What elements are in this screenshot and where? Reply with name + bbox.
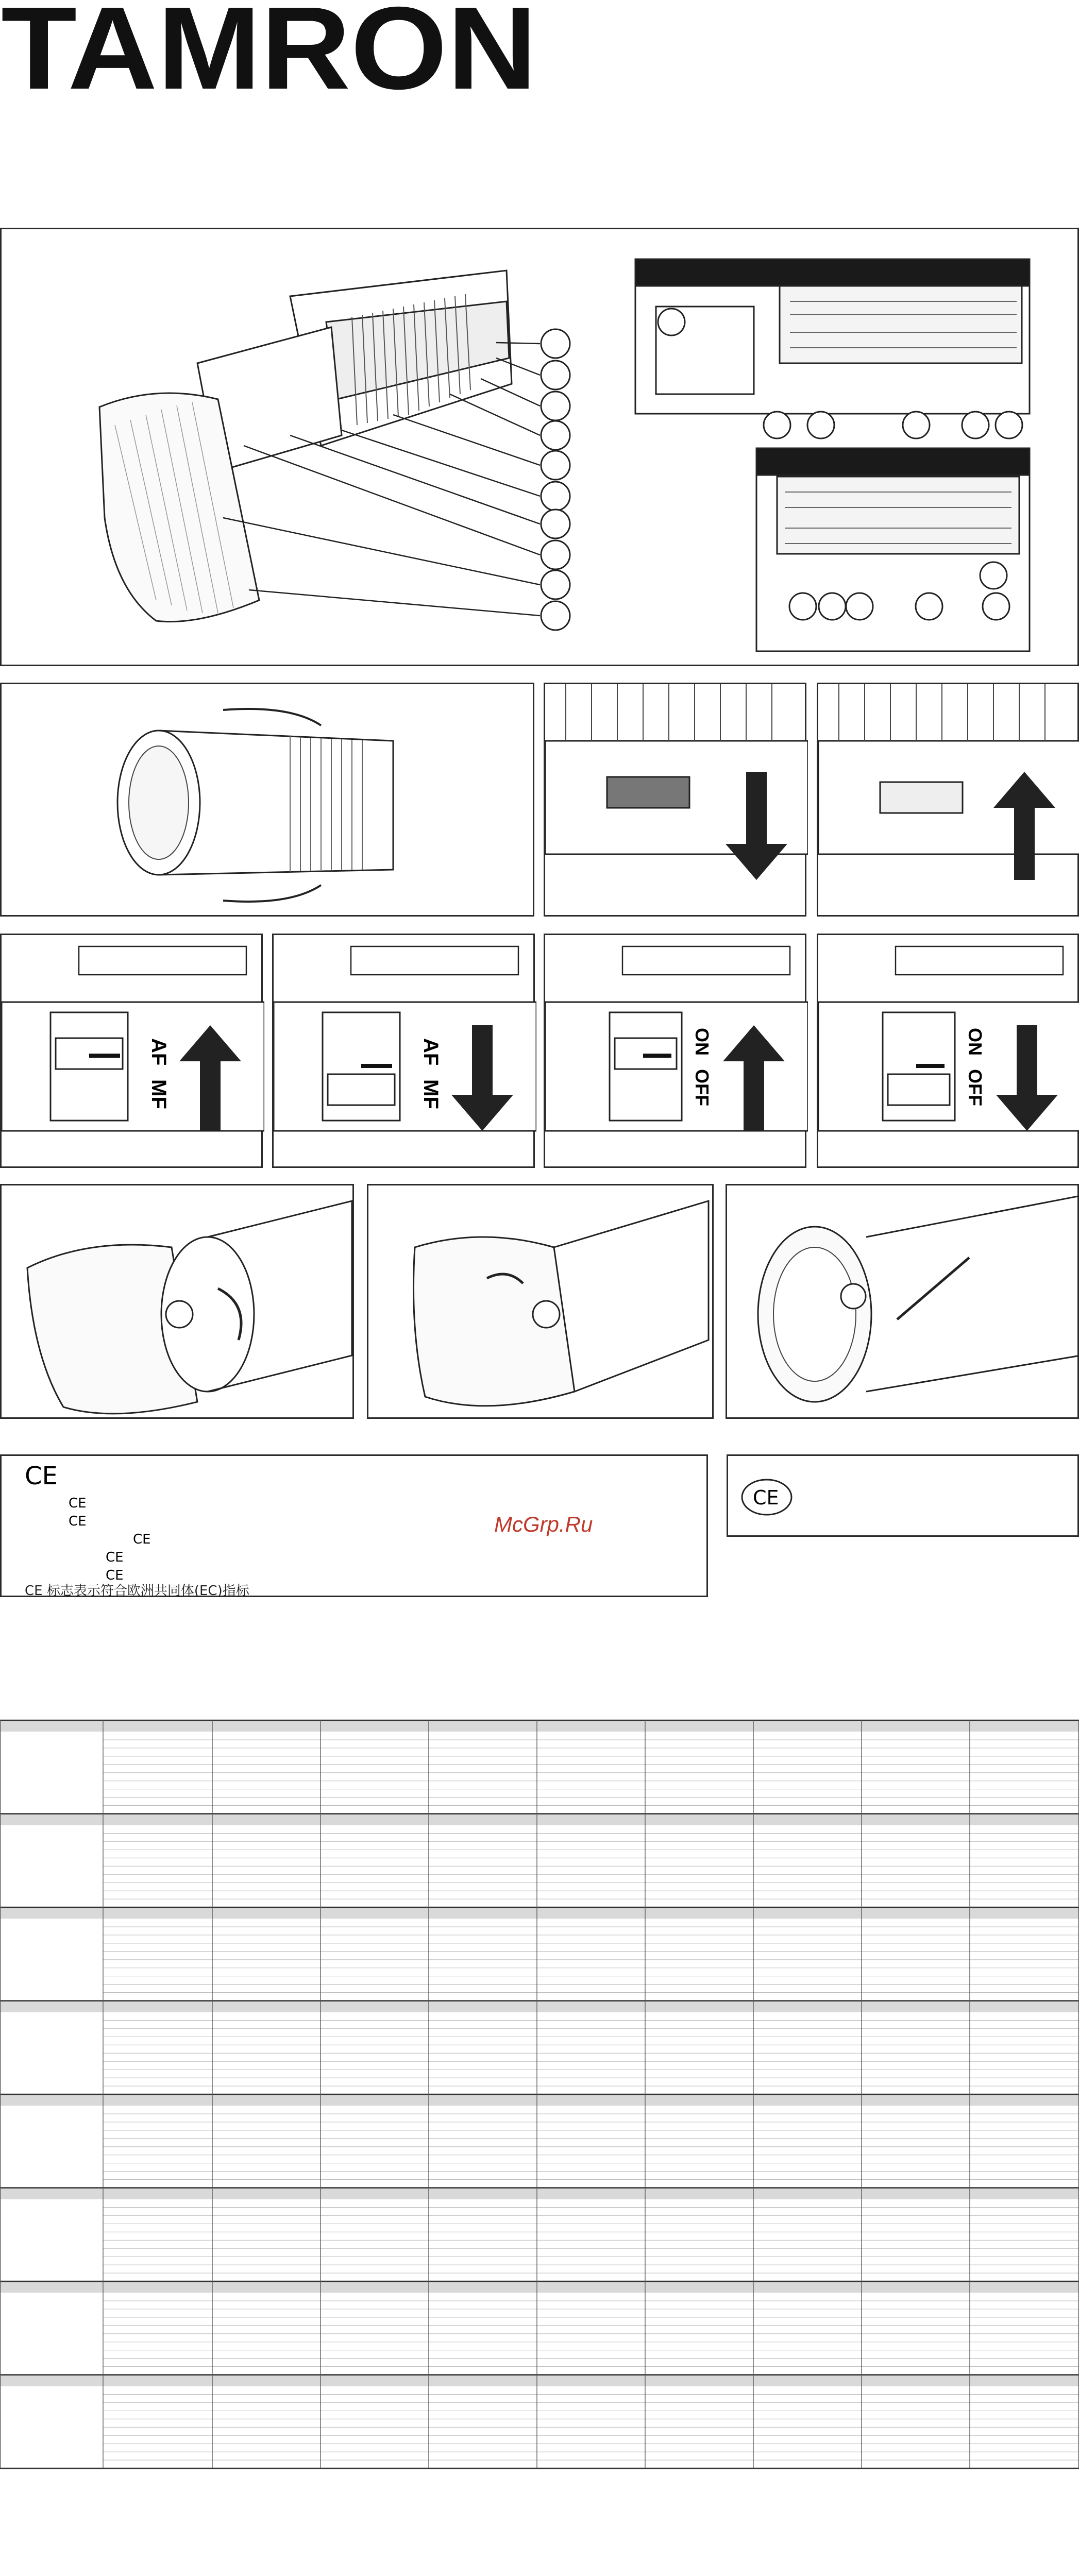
ce-mark-large: CE [25,1462,58,1490]
table-group-header [0,2375,1079,2386]
table-group-header [0,2094,1079,2106]
ce-mark: CE [753,1486,779,1509]
spec-table [0,1719,1079,2469]
off-label: OFF [692,1069,713,1106]
af-mf-switch-up-panel [0,934,263,1168]
af-mf-switch-down-panel [272,934,535,1168]
hood-lock-panel [367,1184,714,1419]
tamron-logo [0,0,540,98]
lock-panel-down [544,683,806,917]
off-label: OFF [965,1069,986,1106]
mf-label: MF [147,1079,170,1109]
ce-mark-small: CE [106,1568,124,1583]
parts-diagram-panel [0,228,1079,666]
ce-mark-small: CE [106,1550,124,1565]
brand-name: TAMRON [1,0,537,98]
table-group-header [0,1814,1079,1825]
table-group-header [0,1720,1079,1732]
zoom-ring-panel [0,683,534,917]
on-label: ON [965,1028,986,1056]
spec-table-grid [0,1719,1079,2469]
ce-mark-small: CE [69,1496,87,1511]
af-label: AF [147,1038,170,1066]
table-group-header [0,2001,1079,2012]
vc-switch-off-panel [817,934,1079,1168]
hood-attach-panel [0,1184,354,1419]
ce-notice-box-2 [727,1454,1079,1537]
ce-notice-box [0,1454,708,1597]
watermark-text: McGrp.Ru [494,1512,593,1536]
ce-marks [2,1456,710,1599]
mount-detail-inset-2 [756,448,1030,651]
table-group-header [0,1907,1079,1919]
callout-markers [541,329,570,630]
table-group-header [0,2281,1079,2293]
on-label: ON [692,1028,713,1056]
hood-reverse-panel [726,1184,1079,1419]
lens-parts-illustration [2,229,1079,668]
lock-panel-up [817,683,1079,917]
af-label: AF [419,1038,442,1066]
ce-mark-small: CE [69,1514,87,1529]
mf-label: MF [419,1079,442,1109]
ce-chinese-line: CE 标志表示符合欧洲共同体(EC)指标 [25,1583,249,1599]
mount-detail-inset-1 [635,259,1030,438]
vc-switch-on-panel [544,934,806,1168]
table-group-header [0,2188,1079,2199]
ce-mark-small: CE [133,1532,151,1547]
